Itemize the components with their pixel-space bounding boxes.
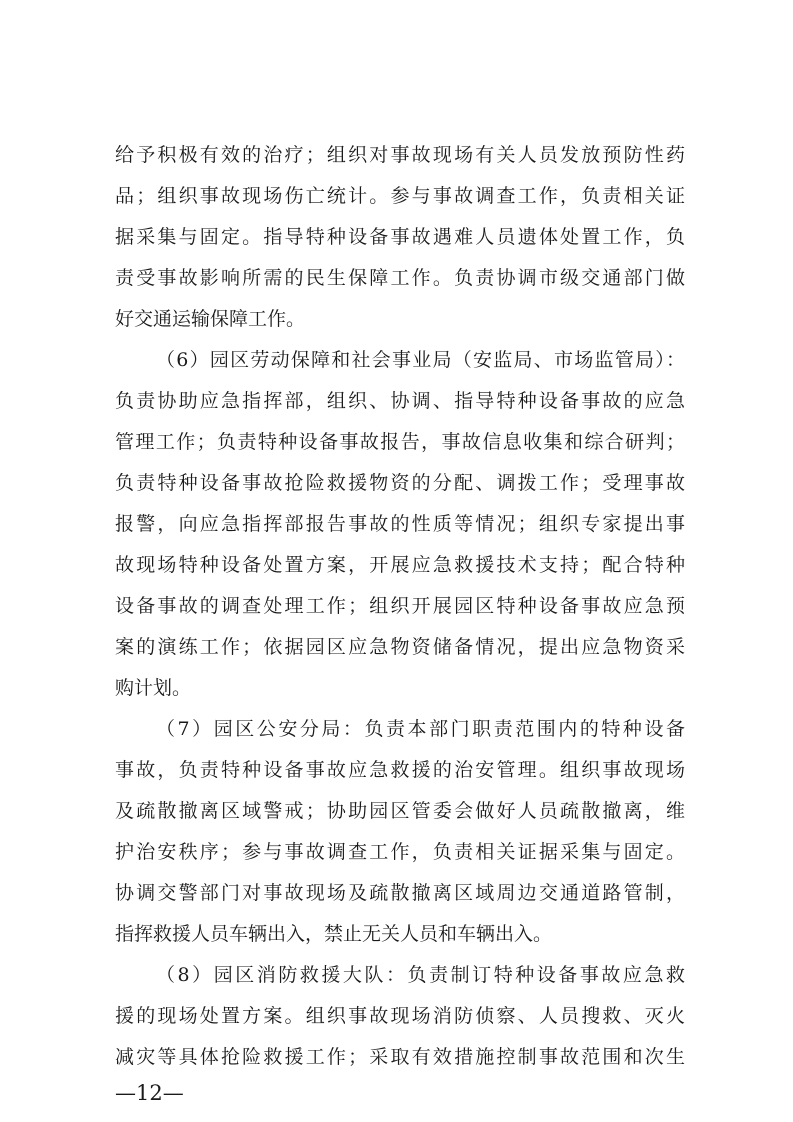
body-line: 报警，向应急指挥部报告事故的性质等情况；组织专家提出事 — [115, 513, 685, 535]
paragraph-heading-6: （6）园区劳动保障和社会事业局（安监局、市场监管局）： — [156, 349, 685, 371]
body-line: 好交通运输保障工作。 — [115, 308, 306, 330]
body-line: 给予积极有效的治疗；组织对事故现场有关人员发放预防性药 — [115, 144, 685, 166]
body-line: 事故，负责特种设备事故应急救援的治安管理。组织事故现场 — [115, 759, 685, 781]
body-line: 设备事故的调查处理工作；组织开展园区特种设备事故应急预 — [115, 595, 685, 617]
body-line: 及疏散撤离区域警戒；协助园区管委会做好人员疏散撤离，维 — [115, 800, 685, 822]
body-line: 购计划。 — [115, 677, 192, 699]
body-line: 负责特种设备事故抢险救援物资的分配、调拨工作；受理事故 — [115, 472, 685, 494]
body-line: 指挥救援人员车辆出入，禁止无关人员和车辆出入。 — [115, 923, 553, 945]
body-line: 责受事故影响所需的民生保障工作。负责协调市级交通部门做 — [115, 267, 685, 289]
body-line: 负责协助应急指挥部，组织、协调、指导特种设备事故的应急 — [115, 390, 685, 412]
body-line: 护治安秩序；参与事故调查工作，负责相关证据采集与固定。 — [115, 841, 685, 863]
body-line: 减灾等具体抢险救援工作；采取有效措施控制事故范围和次生 — [115, 1046, 685, 1068]
body-line: 品；组织事故现场伤亡统计。参与事故调查工作，负责相关证 — [115, 185, 685, 207]
body-line: 故现场特种设备处置方案，开展应急救援技术支持；配合特种 — [115, 554, 685, 576]
body-line: 管理工作；负责特种设备事故报告，事故信息收集和综合研判； — [115, 431, 685, 453]
page-number: —12— — [115, 1081, 184, 1105]
body-line: 协调交警部门对事故现场及疏散撤离区域周边交通道路管制， — [115, 882, 685, 904]
body-line: 案的演练工作；依据园区应急物资储备情况，提出应急物资采 — [115, 636, 685, 658]
body-line: 据采集与固定。指导特种设备事故遇难人员遗体处置工作，负 — [115, 226, 685, 248]
paragraph-heading-7: （7）园区公安分局：负责本部门职责范围内的特种设备 — [156, 718, 685, 740]
body-line: 援的现场处置方案。组织事故现场消防侦察、人员搜救、灭火 — [115, 1005, 685, 1027]
paragraph-heading-8: （8）园区消防救援大队：负责制订特种设备事故应急救 — [156, 964, 685, 986]
